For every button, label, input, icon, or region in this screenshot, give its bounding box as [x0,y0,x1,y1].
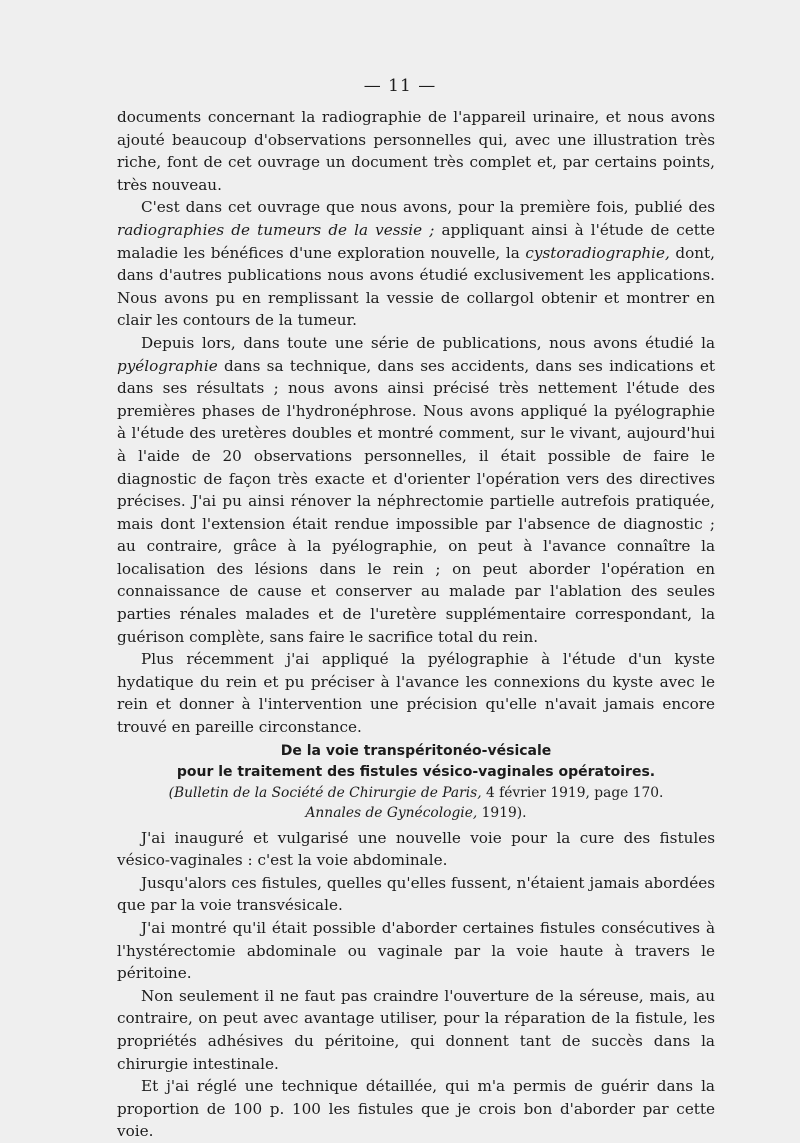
paragraph-new-route: J'ai inauguré et vulgarisé une nouvelle voie pour la cure des fistules vésico-vaginales : c'est la voie abdominale. [117,828,715,870]
page-content [117,106,715,1143]
text-run: dans sa technique, dans ses accidents, dans ses indications et dans ses résultats ; nous avons ainsi précisé très nettement l'étude des premières phases de l'hydronéphrose. Nous avons appliqué la pyélographie à l'étude des uretères doubles et montré comment, sur le vivant, aujourd'hui à l'aide de 20 observations personnelles, il était possible de faire le diagnostic de façon très exacte et d'orienter l'opération vers des directives précises. J'ai pu ainsi rénover la néphrectomie partielle autrefois pratiquée, mais dont l'extension était rendue impossible par l'absence de diagnostic ; au contraire, grâce à la pyélographie, on peut à l'avance connaître la localisation des lésions dans le rein ; on peut aborder l'opération en connaissance de cause et conserver au malade par l'ablation des seules parties rénales malades et de l'uretère supplémentaire correspondant, la guérison complète, sans faire le sacrifice total du rein. [117,356,715,646]
italic-term: radiographies de tumeurs de la vessie ; [117,220,435,239]
section-heading [117,741,715,783]
paragraph-peritoneum: Non seulement il ne faut pas craindre l'ouverture de la séreuse, mais, au contraire, on peut avec avantage utiliser, pour la réparation de la fistule, les propriétés adhésives du péritoine, qui donnent tant de succès dans la chirurgie intestinale. [117,986,715,1073]
section-heading-line: pour le traitement des fistules vésico-vaginales opératoires. [176,763,656,780]
section-heading-line: De la voie transpéritonéo-vésicale [280,742,552,759]
text-run: C'est dans cet ouvrage que nous avons, pour la première fois, publié des [141,198,715,217]
paragraph-cystoradiography [117,196,715,332]
reference-line [117,783,715,803]
italic-term: pyélographie [117,356,218,375]
page-number: — 11 — [363,76,437,96]
paragraph-transvesical: Jusqu'alors ces fistules, quelles qu'elles fussent, n'étaient jamais abordées que par la voie transvésicale. [117,873,715,915]
paragraph-hysterectomy: J'ai montré qu'il était possible d'aborder certaines fistules consécutives à l'hystérectomie abdominale ou vaginale par la voie haute à travers le péritoine. [117,919,715,983]
section-reference [117,783,715,823]
paragraph-intro: documents concernant la radiographie de l'appareil urinaire, et nous avons ajouté beaucoup d'observations personnelles qui, avec une illustration très riche, font de cet ouvrage un document très complet et, par certains points, très nouveau. [117,108,715,194]
reference-date: 1919). [477,804,527,821]
text-run: dont, dans d'autres publications nous avons étudié exclusivement les applications. Nous avons pu en remplissant la vessie de collargol obtenir et montrer en clair les contours de la tumeur. [117,243,715,330]
text-run: Depuis lors, dans toute une série de publications, nous avons étudié la [141,333,715,352]
reference-source: (Bulletin de la Société de Chirurgie de Paris, [168,784,482,801]
reference-line [117,803,715,823]
paragraph-technique: Et j'ai réglé une technique détaillée, qui m'a permis de guérir dans la proportion de 100 p. 100 les fistules que je crois bon d'aborder par cette voie. [117,1077,715,1141]
reference-source: Annales de Gynécologie, [305,804,478,821]
paragraph-hydatid-cyst: Plus récemment j'ai appliqué la pyélographie à l'étude d'un kyste hydatique du rein et pu préciser à l'avance les connexions du kyste avec le rein et donner à l'intervention une précision qu'elle n'avait jamais encore trouvé en pareille circonstance. [117,650,715,737]
italic-term: cystoradiographie, [525,243,670,262]
reference-date: 4 février 1919, page 170. [481,784,664,801]
paragraph-pyelography [117,332,715,648]
text-run: appliquant ainsi à l'étude de cette maladie les bénéfices d'une exploration nouvelle, la [117,220,715,262]
